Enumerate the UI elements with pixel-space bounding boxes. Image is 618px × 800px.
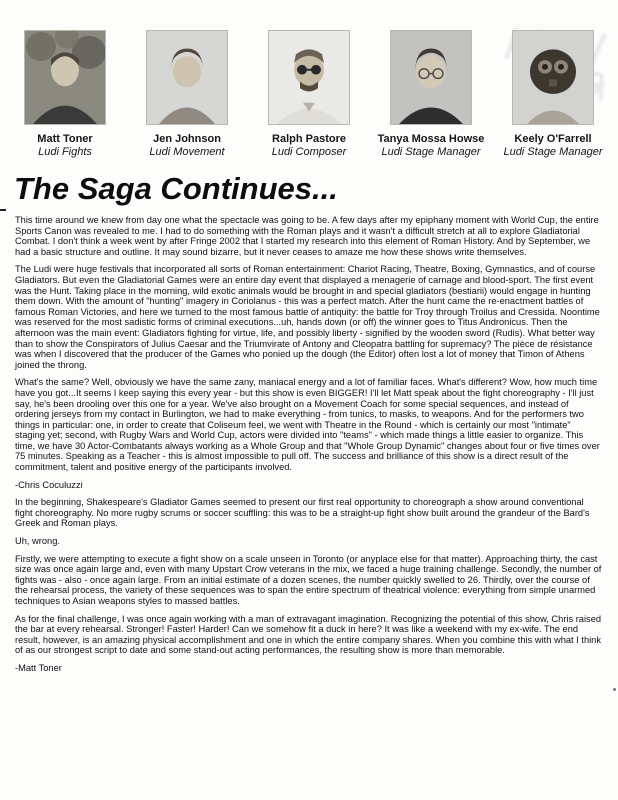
portrait-photo-matt-toner xyxy=(24,30,106,125)
scan-artifact xyxy=(0,209,6,211)
person-role: Ludi Stage Manager xyxy=(503,146,603,158)
paragraph-1: This time around we knew from day one what the spectacle was going to be. A few days after my epiphany moment with World Cup, the entire Sports Canon was revealed to me. I had to do something with the Roman plays and it wasn't a difficult stretch at all to explore Gladiatorial Combat. I don't think a week went by after Fringe 2002 that I started my research into this element of Roman History. And by September, we had a basic structure and outline. It may sound bizarre, but it never ceases to amaze me how these shows write themselves. xyxy=(15,215,599,257)
cast-photos-row xyxy=(0,0,618,159)
person-card-tanya-mossa-howse xyxy=(376,30,486,159)
article-body xyxy=(15,215,603,674)
paragraph-3: What's the same? Well, obviously we have the same zany, maniacal energy and a lot of familiar faces. What's different? Wow, how much time have you got...It seems I keep saying this every year - but this show is even BIGGER! I'll let Matt speak about the fight choreography - I'll just say, he's been drooling over this one for a year. We've also brought on a Movement Coach for some special sequences, and instead of ordering jerseys from my contact in Burlington, we had to make everything - from tunics, to masks, to weapons. And for the performers two things in particular: one, in order to create that Coliseum feel, we went with Theatre in the Round - which is certainly our most "intimate" staging yet; second, with Rugby Wars and World Cup, actors were divided into "teams" - which made things a little easier to organize. This time, we have 30 Actor-Combatants always working as a Whole Group and that "Whole Group Dynamic" changes about four or five times over 75 minutes. Speaking as a Teacher - this is almost impossible to pull off. The success and brilliance of this show is a direct result of the commitment, talent and positive energy of the participants involved. xyxy=(15,377,600,473)
paragraph-5: Uh, wrong. xyxy=(15,536,60,547)
portrait-photo-tanya-mossa-howse xyxy=(390,30,472,125)
person-name: Keely O'Farrell xyxy=(514,133,592,145)
paragraph-6: Firstly, we were attempting to execute a fight show on a scale unseen in Toronto (or anyplace else for that matter). Approaching thirty, the cast size was once again large and, even with many Upstart Crow veterans in the mix, we faced a huge training challenge. Secondly, the number of fights was - also - once again large. From an initial estimate of a dozen scenes, the number quickly swelled to 26. Thirdly, over the course of the rehearsal process, the variety of these sequences was to span the entire spectrum of theatrical violence: everything from simple unarmed techniques to Asian weapons styles to massed battles. xyxy=(15,553,602,606)
person-card-jen-johnson xyxy=(132,30,242,159)
person-name: Jen Johnson xyxy=(153,133,221,145)
signature-matt-toner: -Matt Toner xyxy=(15,662,62,673)
signature-chris-coculuzzi: -Chris Coculuzzi xyxy=(15,479,83,490)
person-name: Matt Toner xyxy=(37,133,93,145)
person-card-ralph-pastore xyxy=(254,30,364,159)
portrait-photo-jen-johnson xyxy=(146,30,228,125)
portrait-photo-ralph-pastore xyxy=(268,30,350,125)
paragraph-4: In the beginning, Shakespeare's Gladiator Games seemed to present our first real opportunity to choreograph a show around conventional fight choreography. No more rugby scrums or soccer scuffling: this was to be a straight-up fight show built around the grandeur of the Bard's Greek and Roman plays. xyxy=(15,497,590,529)
page-title: The Saga Continues... xyxy=(14,171,338,206)
person-card-matt-toner xyxy=(10,30,120,159)
person-role: Ludi Fights xyxy=(38,146,92,158)
paragraph-7: As for the final challenge, I was once again working with a man of extravagant imagination. Recognizing the potential of this show, Chris raised the bar at every rehearsal. Stronger! Faster! Harder! Can we somehow fit a duck in here? It was like a weekend with my ex-wife. The end result, however, is an amazing physical accomplishment and one in which the entire company shares. When you combine this with what I think of as our strongest script to date and some stand-out acting performances, the resulting show is more than memorable. xyxy=(15,613,602,656)
person-role: Ludi Composer xyxy=(271,146,347,158)
person-role: Ludi Movement xyxy=(149,146,225,158)
person-name: Ralph Pastore xyxy=(272,133,346,145)
portrait-photo-keely-ofarrell xyxy=(512,30,594,125)
person-card-keely-ofarrell xyxy=(498,30,608,159)
paragraph-2: The Ludi were huge festivals that incorporated all sorts of Roman entertainment: Chariot Racing, Theatre, Boxing, Gymnastics, and of course Gladiators. But even the Gladiatorial Games were an entire day event that displayed a menagerie of carnage and blood-sport. The first event was the Hunt. Taking place in the morning, wild exotic animals would be brought in and special gladiators (bestiarii) would engage in hunting them down. With the amount of "hunting" imagery in Coriolanus - this was a perfect match. After the hunt came the re-enactment battles of famous Roman Victories, and here we turned to the most famous battle of antiquity: the battle for Troy through Troilus and Cressida. Noontime was reserved for the most sadistic forms of criminal executions...uh, hands down (or off) the winner goes to Titus Andronicus. Then the afternoon was the main event: Gladiators fighting for virtue, life, and possibly liberty - signified by the wooden sword (Rudis). What better way than to show the Conspirators of Julius Caesar and the Triumvirate of Antony and Cleopatra battling for supremacy? The pièce de résistance was when I discovered that the producer of the Games who ponied up the dough (the Editor) often lost a lot of money that Timon of Athens joined the throng. xyxy=(15,264,600,370)
person-name: Tanya Mossa Howse xyxy=(377,133,485,145)
person-role: Ludi Stage Manager xyxy=(381,146,481,158)
scan-artifact xyxy=(613,688,616,691)
